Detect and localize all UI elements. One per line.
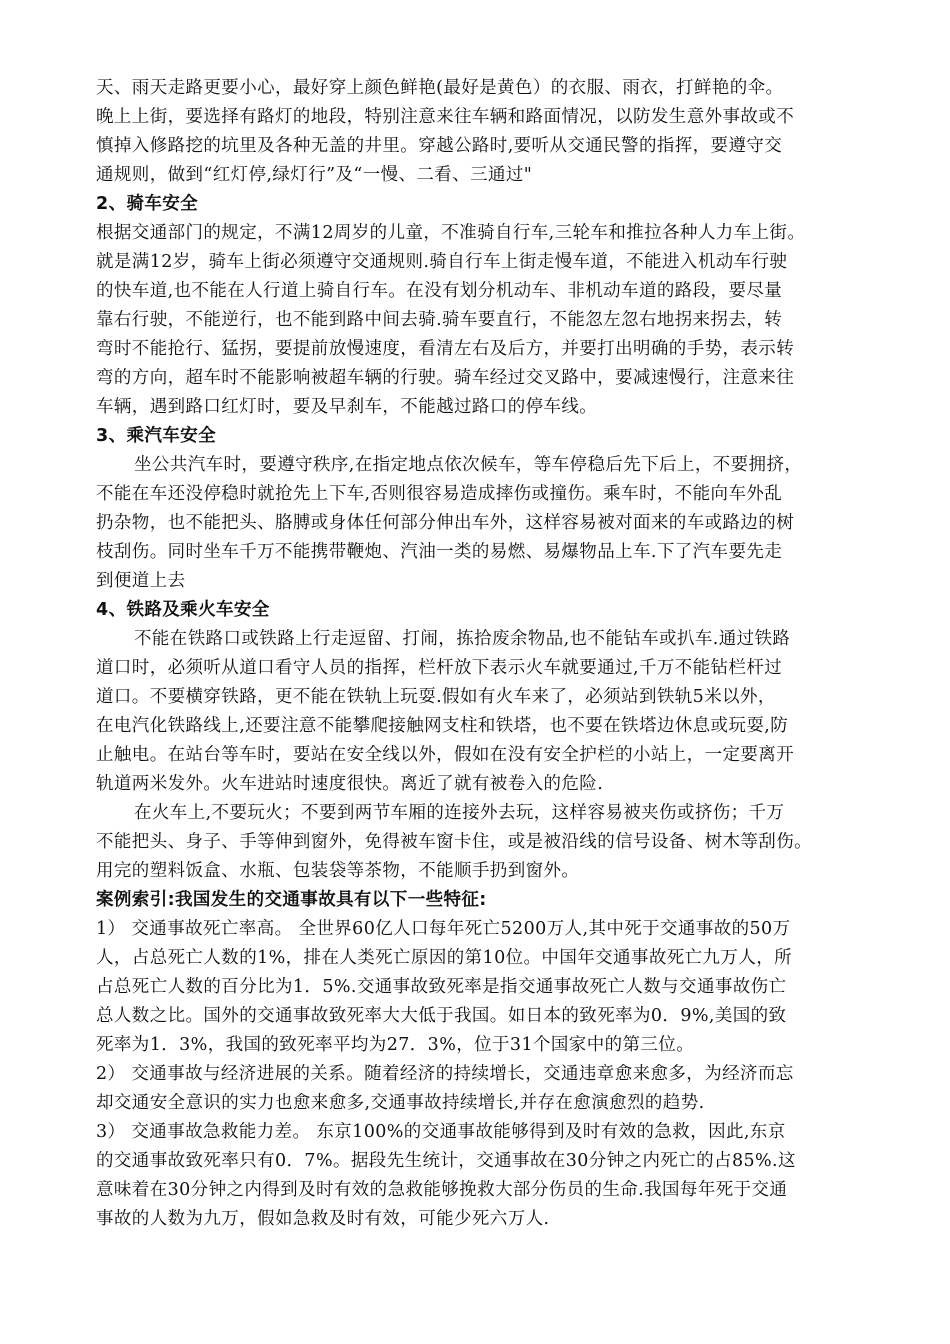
text-line: 的快车道,也不能在人行道上骑自行车。在没有划分机动车、非机动车道的路段，要尽量 [96, 281, 783, 301]
document-page [96, 74, 856, 1234]
section-heading: 3、乘汽车安全 [96, 426, 216, 446]
text-line: 的交通事故致死率只有0．7%。据段先生统计，交通事故在30分钟之内死亡的占85%.这 [96, 1151, 796, 1171]
text-line: 在火车上,不要玩火；不要到两节车厢的连接外去玩，这样容易被夹伤或挤伤；千万 [134, 803, 785, 823]
text-line: 靠右行驶，不能逆行，也不能到路中间去骑.骑车要直行，不能忽左忽右地拐来拐去，转 [96, 310, 783, 330]
text-line: 意味着在30分钟之内得到及时有效的急救能够挽救大部分伤员的生命.我国每年死于交通 [96, 1180, 788, 1200]
text-line: 总人数之比。国外的交通事故致死率大大低于我国。如日本的致死率为0．9%,美国的致 [96, 1006, 787, 1026]
text-line: 止触电。在站台等车时，要站在安全线以外，假如在没有安全护栏的小站上，一定要离开 [96, 745, 795, 765]
text-line: 2） 交通事故与经济进展的关系。随着经济的持续增长，交通违章愈来愈多，为经济而忘 [96, 1064, 794, 1084]
text-line: 扔杂物，也不能把头、胳膊或身体任何部分伸出车外，这样容易被对面来的车或路边的树 [96, 513, 795, 533]
text-line: 在电汽化铁路线上,还要注意不能攀爬接触网支柱和铁塔，也不要在铁塔边休息或玩耍,防 [96, 716, 789, 736]
section-heading: 案例索引:我国发生的交通事故具有以下一些特征: [96, 890, 487, 910]
text-line: 道口时，必须听从道口看守人员的指挥，栏杆放下表示火车就要通过,千万不能钻栏杆过 [96, 658, 783, 678]
text-line: 3） 交通事故急救能力差。 东京100%的交通事故能够得到及时有效的急救，因此,东京 [96, 1122, 786, 1142]
text-line: 就是满12岁，骑车上街必须遵守交通规则.骑自行车上街走慢车道，不能进入机动车行驶 [96, 252, 788, 272]
text-line: 道口。不要横穿铁路，更不能在铁轨上玩耍.假如有火车来了，必须站到铁轨5米以外， [96, 687, 776, 707]
text-line: 死率为1．3%，我国的致死率平均为27．3%，位于31个国家中的第三位。 [96, 1035, 695, 1055]
text-line: 慎掉入修路挖的坑里及各种无盖的井里。穿越公路时,要听从交通民警的指挥，要遵守交 [96, 136, 783, 156]
text-line: 不能在车还没停稳时就抢先上下车,否则很容易造成摔伤或撞伤。乘车时，不能向车外乱 [96, 484, 783, 504]
text-line: 枝刮伤。同时坐车千万不能携带鞭炮、汽油一类的易燃、易爆物品上车.下了汽车要先走 [96, 542, 783, 562]
text-line: 1） 交通事故死亡率高。 全世界60亿人口每年死亡5200万人,其中死于交通事故的50万 [96, 919, 791, 939]
text-line: 晚上上街，要选择有路灯的地段，特别注意来往车辆和路面情况，以防发生意外事故或不 [96, 107, 795, 127]
text-line: 人，占总死亡人数的1%，排在人类死亡原因的第10位。中国年交通事故死亡九万人，所 [96, 948, 793, 968]
text-line: 用完的塑料饭盒、水瓶、包装袋等茶物，不能顺手扔到窗外。 [96, 861, 580, 881]
text-line: 却交通安全意识的实力也愈来愈多,交通事故持续增长,并存在愈演愈烈的趋势. [96, 1093, 705, 1113]
text-line: 事故的人数为九万，假如急救及时有效，可能少死六万人. [96, 1209, 550, 1229]
text-line: 不能把头、身子、手等伸到窗外，免得被车窗卡住，或是被沿线的信号设备、树木等刮伤。 [96, 832, 812, 852]
text-line: 不能在铁路口或铁路上行走逗留、打闹，拣拾废余物品,也不能钻车或扒车.通过铁路 [134, 629, 791, 649]
section-heading: 4、铁路及乘火车安全 [96, 600, 270, 620]
text-line: 坐公共汽车时，要遵守秩序,在指定地点依次候车，等车停稳后先下后上，不要拥挤， [134, 455, 803, 475]
text-line: 占总死亡人数的百分比为1．5%.交通事故致死率是指交通事故死亡人数与交通事故伤亡 [96, 977, 787, 997]
section-heading: 2、骑车安全 [96, 194, 199, 214]
text-line: 通规则，做到“红灯停,绿灯行”及“一慢、二看、三通过" [96, 165, 533, 185]
text-line: 弯时不能抢行、猛拐，要提前放慢速度，看清左右及后方，并要打出明确的手势，表示转 [96, 339, 795, 359]
text-line: 车辆，遇到路口红灯时，要及早刹车，不能越过路口的停车线。 [96, 397, 598, 417]
text-line: 到便道上去 [96, 571, 186, 591]
text-line: 轨道两米发外。火车进站时速度很快。离近了就有被卷入的危险. [96, 774, 604, 794]
text-line: 天、雨天走路更要小心，最好穿上颜色鲜艳(最好是黄色）的衣服、雨衣，打鲜艳的伞。 [96, 78, 784, 98]
text-line: 根据交通部门的规定，不满12周岁的儿童，不准骑自行车,三轮车和推拉各种人力车上街。 [96, 223, 806, 243]
text-line: 弯的方向，超车时不能影响被超车辆的行驶。骑车经过交叉路中，要减速慢行，注意来往 [96, 368, 795, 388]
